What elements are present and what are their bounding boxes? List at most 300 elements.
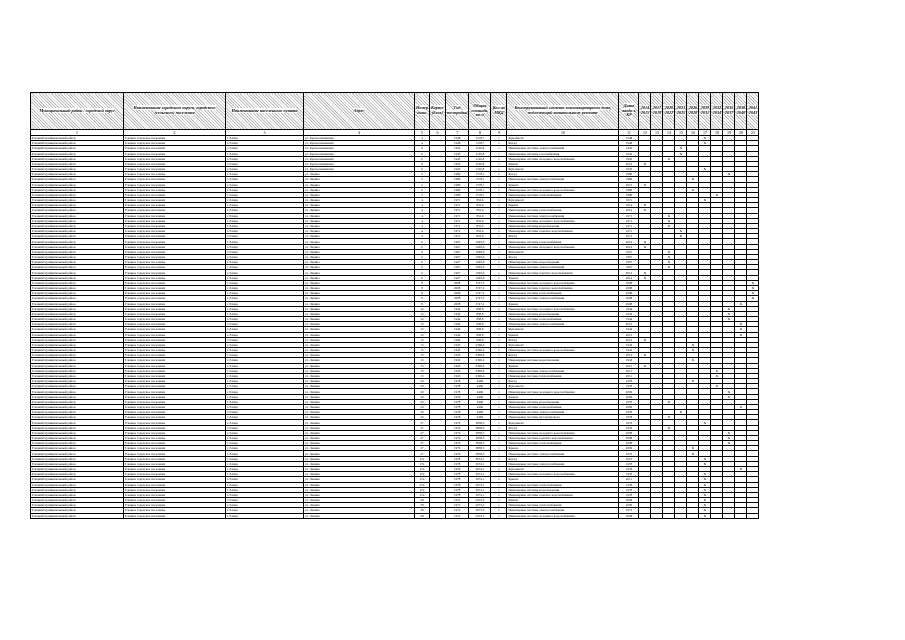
element-cell: Инженерные системы водоотведения (507, 399, 619, 404)
address-cell: ул. Ленина (304, 446, 415, 451)
settlement-cell: Елецкое городское поселение (124, 192, 226, 197)
build-year-cell: 1971 (445, 234, 469, 239)
build-year-cell: 1978 (445, 472, 469, 477)
column-header-label: Номер дома (416, 105, 429, 115)
address-cell: ул. Ларина (304, 296, 415, 301)
period-mark: X (639, 182, 651, 187)
kr-date-cell: 1944 (619, 327, 639, 332)
town-cell: г. Елецк (226, 234, 304, 239)
area-cell: 1049,6 (469, 260, 491, 265)
build-year-cell: 1978 (445, 379, 469, 384)
area-cell: 852,6 (469, 218, 491, 223)
column-number: 20 (735, 130, 747, 136)
build-year-cell: 1967 (445, 265, 469, 270)
build-year-cell: 1972 (445, 498, 469, 503)
settlement-cell: Елецкое городское поселение (124, 234, 226, 239)
column-number: 18 (711, 130, 723, 136)
district-cell: Елецкий муниципальный район (31, 296, 124, 301)
mkd-count-cell: 1 (491, 461, 507, 466)
build-year-cell: 1986 (445, 177, 469, 182)
town-cell: г. Елецк (226, 451, 304, 456)
address-cell: ул. Ларина (304, 254, 415, 259)
column-number: 15 (675, 130, 687, 136)
period-mark: X (663, 213, 675, 218)
district-cell: Елецкий муниципальный район (31, 503, 124, 508)
address-cell: ул. Ларина (304, 172, 415, 177)
settlement-cell: Елецкое городское поселение (124, 461, 226, 466)
period-mark: X (723, 317, 735, 322)
district-cell: Елецкий муниципальный район (31, 487, 124, 492)
kr-date-cell: 2014 (619, 203, 639, 208)
address-cell: ул. Ленина (304, 368, 415, 373)
build-year-cell: 1978 (445, 384, 469, 389)
area-cell: 1126,8 (469, 156, 491, 161)
district-cell: Елецкий муниципальный район (31, 332, 124, 337)
district-cell: Елецкий муниципальный район (31, 213, 124, 218)
town-cell: г. Елецк (226, 498, 304, 503)
house-number-cell: 6 (415, 239, 430, 244)
house-number-cell: 4 (415, 203, 430, 208)
town-cell: г. Елецк (226, 218, 304, 223)
mkd-count-cell: 1 (491, 348, 507, 353)
area-cell: 1126,8 (469, 146, 491, 151)
house-number-cell: 12 (415, 311, 430, 316)
town-cell: г. Елецк (226, 167, 304, 172)
district-cell: Елецкий муниципальный район (31, 415, 124, 420)
kr-date-cell: 1945 (619, 167, 639, 172)
settlement-cell: Елецкое городское поселение (124, 156, 226, 161)
period-mark: X (663, 249, 675, 254)
build-year-cell: 1943 (445, 358, 469, 363)
address-cell: ул. Ларина (304, 265, 415, 270)
settlement-cell: Елецкое городское поселение (124, 441, 226, 446)
town-cell: г. Елецк (226, 394, 304, 399)
address-cell: ул. Ленина (304, 508, 415, 513)
town-cell: г. Елецк (226, 420, 304, 425)
element-cell: Инженерные системы холодного водоснабжения (507, 156, 619, 161)
area-cell: 3747,2 (469, 280, 491, 285)
address-cell: ул. Ларина (304, 198, 415, 203)
period-mark: X (735, 322, 747, 327)
kr-date-cell: 2008 (619, 280, 639, 285)
element-cell: Инженерные системы холодного водоснабжения (507, 187, 619, 192)
mkd-count-cell: 1 (491, 136, 507, 141)
build-year-cell: 1944 (445, 332, 469, 337)
town-cell: г. Елецк (226, 342, 304, 347)
district-cell: Елецкий муниципальный район (31, 192, 124, 197)
element-cell: Фасад (507, 234, 619, 239)
area-cell: 1126,8 (469, 161, 491, 166)
kr-date-cell: 1971 (619, 198, 639, 203)
element-cell: Фундамент (507, 327, 619, 332)
district-cell: Елецкий муниципальный район (31, 379, 124, 384)
address-cell: ул. Ларина (304, 203, 415, 208)
kr-date-cell: 1943 (619, 348, 639, 353)
area-cell: 1578,1 (469, 182, 491, 187)
area-cell: 1158,7 (469, 141, 491, 146)
mkd-count-cell: 1 (491, 239, 507, 244)
town-cell: г. Елецк (226, 270, 304, 275)
build-year-cell: 1944 (445, 337, 469, 342)
house-number-cell: 8 (415, 296, 430, 301)
address-cell: ул. Ленина (304, 435, 415, 440)
element-cell: Инженерные системы электроснабжения (507, 146, 619, 151)
column-header (675, 93, 687, 130)
address-cell: ул. Ларина (304, 260, 415, 265)
element-cell: Инженерные системы электроснабжения (507, 322, 619, 327)
area-cell: 2396,4 (469, 358, 491, 363)
element-cell: Инженерные системы холодного водоснабжения (507, 430, 619, 435)
mkd-count-cell: 1 (491, 467, 507, 472)
settlement-cell: Елецкое городское поселение (124, 415, 226, 420)
settlement-cell: Елецкое городское поселение (124, 291, 226, 296)
element-cell: Крыша (507, 332, 619, 337)
house-number-cell: 15 (415, 363, 430, 368)
house-number-cell: 27 (415, 420, 430, 425)
house-number-cell: 8 (415, 285, 430, 290)
element-cell: Фундамент (507, 342, 619, 347)
area-cell: 3838,3 (469, 430, 491, 435)
area-cell: 3838,3 (469, 435, 491, 440)
mkd-count-cell: 1 (491, 446, 507, 451)
element-cell: Крыша (507, 301, 619, 306)
district-cell: Елецкий муниципальный район (31, 280, 124, 285)
kr-date-cell: 1945 (619, 156, 639, 161)
house-number-cell: 20 (415, 384, 430, 389)
area-cell: 1578,1 (469, 177, 491, 182)
mkd-count-cell: 1 (491, 223, 507, 228)
period-mark: X (735, 404, 747, 409)
column-header-label: Корпус (блок) (431, 105, 444, 115)
area-cell: 3747,2 (469, 301, 491, 306)
kr-date-cell: 1978 (619, 384, 639, 389)
district-cell: Елецкий муниципальный район (31, 301, 124, 306)
settlement-cell: Елецкое городское поселение (124, 239, 226, 244)
town-cell: г. Елецк (226, 306, 304, 311)
address-cell: ул. Ленина (304, 311, 415, 316)
column-header (735, 93, 747, 130)
address-cell: ул. Краснознаменная (304, 146, 415, 151)
town-cell: г. Елецк (226, 482, 304, 487)
column-header-label: 2023 2025 (676, 105, 686, 115)
settlement-cell: Елецкое городское поселение (124, 508, 226, 513)
settlement-cell: Елецкое городское поселение (124, 218, 226, 223)
area-cell: 1126,8 (469, 151, 491, 156)
period-mark: X (687, 358, 699, 363)
town-cell: г. Елецк (226, 389, 304, 394)
element-cell: Крыша (507, 477, 619, 482)
district-cell: Елецкий муниципальный район (31, 141, 124, 146)
settlement-cell: Елецкое городское поселение (124, 146, 226, 151)
build-year-cell: 1979 (445, 420, 469, 425)
address-cell: ул. Краснознаменная (304, 161, 415, 166)
town-cell: г. Елецк (226, 472, 304, 477)
house-number-cell: 6 (415, 161, 430, 166)
town-cell: г. Елецк (226, 311, 304, 316)
district-cell: Елецкий муниципальный район (31, 477, 124, 482)
house-number-cell: 2 (415, 192, 430, 197)
build-year-cell: 2008 (445, 285, 469, 290)
mkd-count-cell: 1 (491, 430, 507, 435)
district-cell: Елецкий муниципальный район (31, 187, 124, 192)
mkd-count-cell: 1 (491, 192, 507, 197)
town-cell: г. Елецк (226, 213, 304, 218)
element-cell: Инженерные системы электроснабжения (507, 368, 619, 373)
area-cell: 3747,2 (469, 296, 491, 301)
build-year-cell: 1978 (445, 410, 469, 415)
period-mark: X (639, 363, 651, 368)
build-year-cell: 2008 (445, 280, 469, 285)
build-year-cell: 1978 (445, 482, 469, 487)
build-year-cell: 2008 (445, 291, 469, 296)
area-cell: 3674,1 (469, 487, 491, 492)
district-cell: Елецкий муниципальный район (31, 254, 124, 259)
district-cell: Елецкий муниципальный район (31, 182, 124, 187)
town-cell: г. Елецк (226, 285, 304, 290)
house-number-cell: 27а (415, 461, 430, 466)
kr-date-cell: 1971 (619, 223, 639, 228)
house-number-cell: 20 (415, 404, 430, 409)
column-header (747, 93, 759, 130)
town-cell: г. Елецк (226, 467, 304, 472)
period-mark: X (663, 254, 675, 259)
address-cell: ул. Ленина (304, 467, 415, 472)
kr-date-cell: 1978 (619, 399, 639, 404)
settlement-cell: Елецкое городское поселение (124, 301, 226, 306)
house-number-cell: 20 (415, 415, 430, 420)
town-cell: г. Елецк (226, 384, 304, 389)
address-cell: ул. Ларина (304, 280, 415, 285)
settlement-cell: Елецкое городское поселение (124, 430, 226, 435)
town-cell: г. Елецк (226, 348, 304, 353)
house-number-cell: 27а (415, 477, 430, 482)
settlement-cell: Елецкое городское поселение (124, 317, 226, 322)
build-year-cell: 1971 (445, 223, 469, 228)
element-cell: Крыша (507, 446, 619, 451)
settlement-cell: Елецкое городское поселение (124, 161, 226, 166)
house-number-cell: 15 (415, 373, 430, 378)
area-cell: 852,6 (469, 203, 491, 208)
settlement-cell: Елецкое городское поселение (124, 373, 226, 378)
build-year-cell: 1948 (445, 141, 469, 146)
element-cell: Инженерные системы теплоснабжения (507, 441, 619, 446)
district-cell: Елецкий муниципальный район (31, 239, 124, 244)
district-cell: Елецкий муниципальный район (31, 337, 124, 342)
element-cell: Инженерные системы холодного водоснабжения (507, 389, 619, 394)
mkd-count-cell: 1 (491, 234, 507, 239)
settlement-cell: Елецкое городское поселение (124, 337, 226, 342)
district-cell: Елецкий муниципальный район (31, 389, 124, 394)
house-number-cell: 15 (415, 348, 430, 353)
build-year-cell: 1944 (445, 317, 469, 322)
period-cell (723, 513, 735, 518)
build-year-cell: 1943 (445, 342, 469, 347)
area-cell: 3838,3 (469, 446, 491, 451)
column-header-label: Наименование населенного пункта (231, 107, 298, 113)
column-number: 14 (663, 130, 675, 136)
address-cell: ул. Краснознаменная (304, 151, 415, 156)
column-header (304, 93, 415, 130)
house-number-cell: 6 (415, 249, 430, 254)
town-cell: г. Елецк (226, 513, 304, 518)
area-cell: 3674,1 (469, 467, 491, 472)
area-cell: 2396,4 (469, 368, 491, 373)
element-cell: Фасад (507, 337, 619, 342)
town-cell: г. Елецк (226, 477, 304, 482)
kr-date-cell: 2008 (619, 291, 639, 296)
build-year-cell: 2008 (445, 296, 469, 301)
block-cell (430, 513, 446, 518)
kr-date-cell: 2014 (619, 239, 639, 244)
mkd-count-cell: 1 (491, 213, 507, 218)
house-number-cell: 2 (415, 177, 430, 182)
build-year-cell: 1978 (445, 467, 469, 472)
town-cell: г. Елецк (226, 492, 304, 497)
element-cell: Крыша (507, 498, 619, 503)
town-cell: г. Елецк (226, 249, 304, 254)
address-cell: ул. Ленина (304, 441, 415, 446)
column-number: 11 (619, 130, 639, 136)
period-mark: X (735, 301, 747, 306)
area-cell: 2396,4 (469, 342, 491, 347)
town-cell: г. Елецк (226, 223, 304, 228)
settlement-cell: Елецкое городское поселение (124, 399, 226, 404)
house-number-cell: 2 (415, 182, 430, 187)
kr-date-cell: 1971 (619, 229, 639, 234)
build-year-cell: 1943 (445, 373, 469, 378)
build-year-cell: 1943 (445, 363, 469, 368)
element-cell: Фундамент (507, 198, 619, 203)
kr-date-cell: 2014 (619, 244, 639, 249)
house-number-cell: 20 (415, 399, 430, 404)
address-cell: ул. Краснознаменная (304, 156, 415, 161)
address-cell: ул. Ленина (304, 317, 415, 322)
district-cell: Елецкий муниципальный район (31, 327, 124, 332)
district-cell: Елецкий муниципальный район (31, 353, 124, 358)
house-number-cell: 20 (415, 379, 430, 384)
kr-date-cell: 2009 (619, 503, 639, 508)
town-cell: г. Елецк (226, 244, 304, 249)
column-number: 13 (651, 130, 663, 136)
period-mark: X (747, 280, 759, 285)
element-cell: Инженерные системы теплоснабжения (507, 373, 619, 378)
column-header (619, 93, 639, 130)
area-cell: 858,8 (469, 337, 491, 342)
column-header-label: Адрес (353, 107, 365, 113)
district-cell: Елецкий муниципальный район (31, 275, 124, 280)
settlement-cell: Елецкое городское поселение (124, 332, 226, 337)
period-mark: X (663, 415, 675, 420)
town-cell: г. Елецк (226, 435, 304, 440)
district-cell: Елецкий муниципальный район (31, 260, 124, 265)
mkd-count-cell: 1 (491, 244, 507, 249)
house-number-cell: 6 (415, 254, 430, 259)
settlement-cell: Елецкое городское поселение (124, 446, 226, 451)
town-cell: г. Елецк (226, 187, 304, 192)
settlement-cell: Елецкое городское поселение (124, 306, 226, 311)
mkd-count-cell: 1 (491, 146, 507, 151)
area-cell: 2396,4 (469, 353, 491, 358)
kr-date-cell: 2008 (619, 435, 639, 440)
element-cell: Инженерные системы теплоснабжения (507, 317, 619, 322)
town-cell: г. Елецк (226, 151, 304, 156)
period-mark: X (699, 136, 711, 141)
address-cell: ул. Ларина (304, 213, 415, 218)
town-cell: г. Елецк (226, 456, 304, 461)
area-cell: 3674,1 (469, 472, 491, 477)
town-cell: г. Елецк (226, 254, 304, 259)
house-number-cell: 4 (415, 223, 430, 228)
address-cell: ул. Ленина (304, 415, 415, 420)
district-cell: Елецкий муниципальный район (31, 270, 124, 275)
kr-date-cell: 2014 (619, 353, 639, 358)
kr-date-cell: 2009 (619, 498, 639, 503)
address-cell: ул. Ленина (304, 337, 415, 342)
area-cell: 1049,6 (469, 265, 491, 270)
house-number-cell: 27 (415, 446, 430, 451)
kr-date-cell: 1971 (619, 218, 639, 223)
build-year-cell: 1945 (445, 151, 469, 156)
settlement-cell: Елецкое городское поселение (124, 177, 226, 182)
district-cell: Елецкий муниципальный район (31, 482, 124, 487)
period-mark: X (735, 327, 747, 332)
kr-date-cell: 1978 (619, 415, 639, 420)
column-header (699, 93, 711, 130)
house-number-cell: 4 (415, 234, 430, 239)
kr-date-cell: 1978 (619, 461, 639, 466)
kr-date-cell: 2009 (619, 446, 639, 451)
kr-date-cell: 1979 (619, 451, 639, 456)
area-cell: 858,8 (469, 327, 491, 332)
build-year-cell: 1944 (445, 322, 469, 327)
district-cell: Елецкий муниципальный район (31, 151, 124, 156)
build-year-cell: 1986 (445, 187, 469, 192)
element-cell: Инженерные системы электроснабжения (507, 265, 619, 270)
period-mark: X (711, 384, 723, 389)
column-number: 2 (124, 130, 226, 136)
mkd-count-cell: 1 (491, 368, 507, 373)
settlement-cell: Елецкое городское поселение (124, 482, 226, 487)
area-cell: 4466 (469, 394, 491, 399)
mkd-count-cell: 1 (491, 472, 507, 477)
address-cell: ул. Ленина (304, 498, 415, 503)
house-number-cell: 4 (415, 141, 430, 146)
element-cell: Инженерные системы теплоснабжения (507, 404, 619, 409)
town-cell: г. Елецк (226, 146, 304, 151)
area-cell: 3747,2 (469, 285, 491, 290)
element-cell: Инженерные системы теплоснабжения (507, 239, 619, 244)
mkd-count-cell: 1 (491, 208, 507, 213)
period-mark: X (699, 472, 711, 477)
column-number: 7 (445, 130, 469, 136)
town-cell: г. Елецк (226, 208, 304, 213)
district-cell: Елецкий муниципальный район (31, 317, 124, 322)
build-year-cell: 1948 (445, 136, 469, 141)
kr-date-cell: 1978 (619, 492, 639, 497)
period-mark: X (747, 285, 759, 290)
kr-date-cell: 1943 (619, 342, 639, 347)
period-mark: X (639, 161, 651, 166)
settlement-cell: Елецкое городское поселение (124, 456, 226, 461)
build-year-cell: 1986 (445, 192, 469, 197)
mkd-count-cell: 1 (491, 332, 507, 337)
address-cell: ул. Ларина (304, 249, 415, 254)
district-cell: Елецкий муниципальный район (31, 311, 124, 316)
address-cell: ул. Ленина (304, 358, 415, 363)
district-cell: Елецкий муниципальный район (31, 472, 124, 477)
mkd-count-cell: 1 (491, 296, 507, 301)
settlement-cell: Елецкое городское поселение (124, 368, 226, 373)
